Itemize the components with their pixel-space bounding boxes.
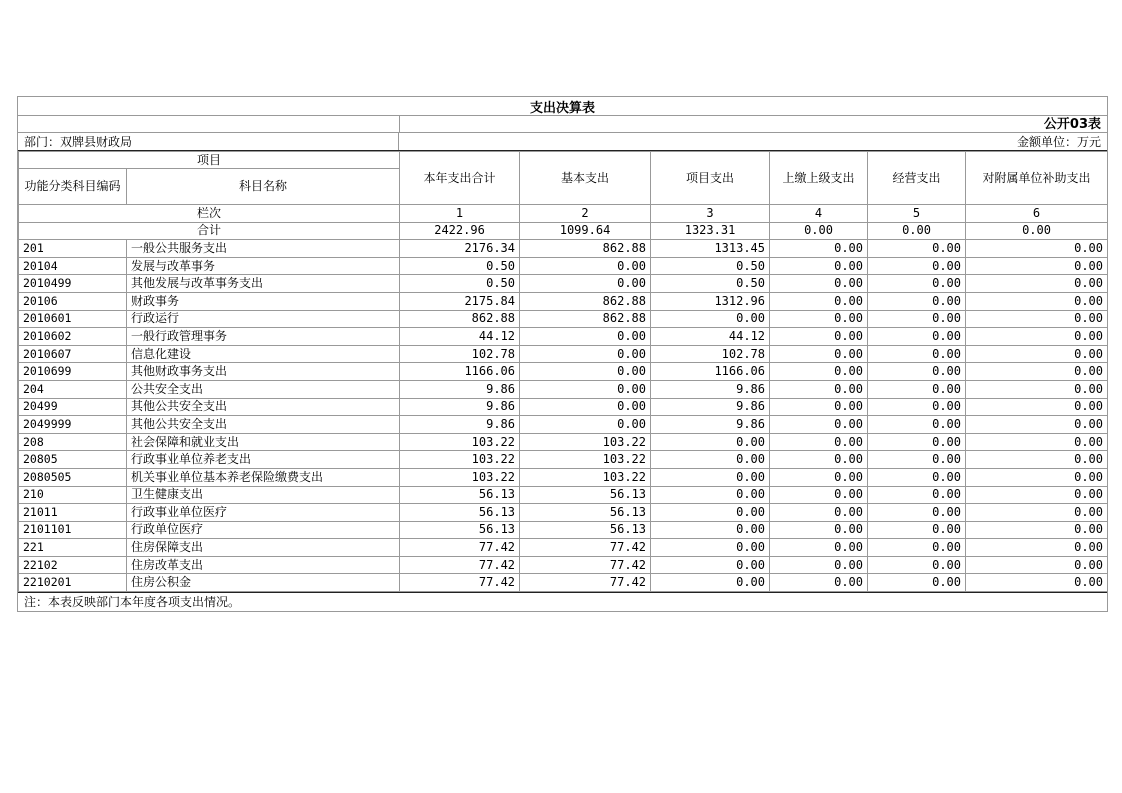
- row-value: 0.00: [868, 398, 966, 416]
- row-value: 9.86: [651, 416, 770, 434]
- row-subject-name: 机关事业单位基本养老保险缴费支出: [127, 468, 400, 486]
- row-code: 221: [19, 539, 127, 557]
- table-row: [19, 574, 1108, 592]
- table-row: [19, 521, 1108, 539]
- row-value: 0.00: [966, 257, 1108, 275]
- row-subject-name: 卫生健康支出: [127, 486, 400, 504]
- row-value: 0.00: [868, 328, 966, 346]
- table-note: 注：本表反映部门本年度各项支出情况。: [18, 592, 1107, 611]
- row-value: 0.00: [520, 257, 651, 275]
- table-row: [19, 504, 1108, 522]
- row-code: 208: [19, 433, 127, 451]
- total-value: 1323.31: [651, 222, 770, 240]
- row-value: 0.00: [520, 416, 651, 434]
- row-value: 9.86: [651, 398, 770, 416]
- row-value: 0.00: [770, 328, 868, 346]
- department-row: [18, 133, 1107, 151]
- row-value: 44.12: [651, 328, 770, 346]
- row-value: 0.00: [966, 328, 1108, 346]
- row-value: 1166.06: [651, 363, 770, 381]
- row-value: 0.00: [868, 574, 966, 592]
- row-value: 0.00: [966, 486, 1108, 504]
- row-value: 0.00: [770, 240, 868, 258]
- row-value: 56.13: [520, 521, 651, 539]
- row-value: 0.00: [651, 504, 770, 522]
- row-value: 0.00: [966, 292, 1108, 310]
- row-code: 2049999: [19, 416, 127, 434]
- row-value: 0.00: [868, 257, 966, 275]
- row-value: 0.00: [651, 539, 770, 557]
- table-row: [19, 345, 1108, 363]
- row-code: 2010699: [19, 363, 127, 381]
- row-value: 0.00: [966, 380, 1108, 398]
- table-row: [19, 451, 1108, 469]
- unit-label: 金额单位：万元: [1016, 135, 1101, 149]
- row-code: 20805: [19, 451, 127, 469]
- row-value: 9.86: [400, 416, 520, 434]
- row-value: 0.00: [868, 240, 966, 258]
- header-subject-name: 科目名称: [127, 169, 400, 205]
- row-value: 0.00: [520, 328, 651, 346]
- column-index: 3: [651, 205, 770, 223]
- row-code: 2010601: [19, 310, 127, 328]
- row-value: 0.00: [868, 292, 966, 310]
- total-value: 0.00: [770, 222, 868, 240]
- table-code: 公开03表: [1043, 117, 1101, 132]
- row-value: 0.00: [966, 363, 1108, 381]
- row-value: 0.00: [651, 574, 770, 592]
- table-row: [19, 292, 1108, 310]
- row-value: 0.00: [868, 539, 966, 557]
- row-subject-name: 一般行政管理事务: [127, 328, 400, 346]
- row-value: 0.00: [770, 292, 868, 310]
- table-row: [19, 416, 1108, 434]
- table-row: [19, 310, 1108, 328]
- row-value: 0.00: [651, 310, 770, 328]
- header-func-code: 功能分类科目编码: [19, 169, 127, 205]
- row-value: 0.00: [966, 504, 1108, 522]
- row-value: 56.13: [400, 521, 520, 539]
- table-row: [19, 539, 1108, 557]
- row-value: 0.00: [966, 240, 1108, 258]
- row-value: 0.50: [400, 275, 520, 293]
- row-value: 103.22: [520, 451, 651, 469]
- row-value: 0.00: [770, 345, 868, 363]
- table-row: [19, 468, 1108, 486]
- column-index-label: 栏次: [19, 205, 400, 223]
- row-value: 0.00: [868, 521, 966, 539]
- row-value: 0.00: [966, 451, 1108, 469]
- row-value: 0.00: [868, 433, 966, 451]
- total-value: 1099.64: [520, 222, 651, 240]
- row-value: 0.00: [770, 556, 868, 574]
- header-project: 项目: [19, 152, 400, 169]
- row-value: 0.50: [400, 257, 520, 275]
- row-subject-name: 其他公共安全支出: [127, 398, 400, 416]
- row-subject-name: 其他发展与改革事务支出: [127, 275, 400, 293]
- row-value: 0.00: [966, 433, 1108, 451]
- row-value: 103.22: [520, 433, 651, 451]
- expenditure-sheet: [17, 96, 1108, 612]
- row-value: 0.00: [868, 310, 966, 328]
- row-value: 0.00: [868, 416, 966, 434]
- row-value: 77.42: [400, 556, 520, 574]
- row-value: 2176.34: [400, 240, 520, 258]
- row-value: 0.00: [770, 398, 868, 416]
- row-value: 0.00: [770, 451, 868, 469]
- header-subsidy: 对附属单位补助支出: [966, 152, 1108, 205]
- row-code: 2010499: [19, 275, 127, 293]
- row-code: 20106: [19, 292, 127, 310]
- row-value: 77.42: [400, 574, 520, 592]
- header-basic: 基本支出: [520, 152, 651, 205]
- row-subject-name: 行政事业单位医疗: [127, 504, 400, 522]
- row-value: 0.00: [770, 380, 868, 398]
- column-index: 5: [868, 205, 966, 223]
- row-value: 0.00: [520, 345, 651, 363]
- sheet-title: 支出决算表: [18, 97, 1107, 116]
- table-row: [19, 380, 1108, 398]
- row-value: 0.00: [966, 275, 1108, 293]
- row-subject-name: 行政运行: [127, 310, 400, 328]
- table-row: [19, 556, 1108, 574]
- row-value: 0.50: [651, 275, 770, 293]
- row-value: 103.22: [520, 468, 651, 486]
- row-value: 56.13: [400, 504, 520, 522]
- row-value: 0.00: [868, 468, 966, 486]
- row-value: 77.42: [400, 539, 520, 557]
- row-code: 210: [19, 486, 127, 504]
- row-value: 0.00: [966, 574, 1108, 592]
- row-value: 0.00: [868, 486, 966, 504]
- row-code: 204: [19, 380, 127, 398]
- row-subject-name: 一般公共服务支出: [127, 240, 400, 258]
- row-code: 2101101: [19, 521, 127, 539]
- row-code: 20104: [19, 257, 127, 275]
- header-superior: 上缴上级支出: [770, 152, 868, 205]
- row-value: 0.00: [868, 504, 966, 522]
- table-row: [19, 240, 1108, 258]
- row-value: 862.88: [520, 310, 651, 328]
- row-subject-name: 发展与改革事务: [127, 257, 400, 275]
- header-total: 本年支出合计: [400, 152, 520, 205]
- row-value: 56.13: [400, 486, 520, 504]
- row-code: 2010607: [19, 345, 127, 363]
- row-value: 862.88: [520, 240, 651, 258]
- row-code: 22102: [19, 556, 127, 574]
- total-value: 0.00: [868, 222, 966, 240]
- table-row: [19, 433, 1108, 451]
- table-body: [19, 240, 1108, 592]
- row-value: 0.00: [770, 521, 868, 539]
- row-subject-name: 社会保障和就业支出: [127, 433, 400, 451]
- row-value: 0.00: [966, 468, 1108, 486]
- row-value: 0.00: [868, 363, 966, 381]
- row-value: 0.00: [868, 275, 966, 293]
- row-value: 0.00: [651, 521, 770, 539]
- row-value: 9.86: [400, 380, 520, 398]
- department-label: 部门：双牌县财政局: [18, 133, 399, 150]
- row-value: 0.00: [966, 345, 1108, 363]
- table-row: [19, 257, 1108, 275]
- table-row: [19, 363, 1108, 381]
- row-value: 102.78: [400, 345, 520, 363]
- row-value: 103.22: [400, 451, 520, 469]
- row-value: 1312.96: [651, 292, 770, 310]
- row-value: 0.00: [966, 556, 1108, 574]
- row-value: 0.00: [520, 380, 651, 398]
- row-value: 0.00: [770, 433, 868, 451]
- row-value: 0.00: [770, 363, 868, 381]
- row-value: 0.50: [651, 257, 770, 275]
- row-subject-name: 住房保障支出: [127, 539, 400, 557]
- row-value: 0.00: [868, 451, 966, 469]
- row-value: 0.00: [770, 504, 868, 522]
- column-index: 1: [400, 205, 520, 223]
- row-value: 0.00: [966, 416, 1108, 434]
- row-value: 0.00: [651, 556, 770, 574]
- total-label: 合计: [19, 222, 400, 240]
- row-subject-name: 信息化建设: [127, 345, 400, 363]
- row-code: 20499: [19, 398, 127, 416]
- row-value: 77.42: [520, 556, 651, 574]
- row-value: 0.00: [966, 539, 1108, 557]
- column-index-row: [19, 205, 1108, 223]
- row-value: 77.42: [520, 574, 651, 592]
- expenditure-table: [18, 151, 1108, 592]
- column-index: 6: [966, 205, 1108, 223]
- header-row-project: [19, 152, 1108, 169]
- row-subject-name: 其他公共安全支出: [127, 416, 400, 434]
- row-subject-name: 行政事业单位养老支出: [127, 451, 400, 469]
- row-code: 2080505: [19, 468, 127, 486]
- row-subject-name: 住房改革支出: [127, 556, 400, 574]
- row-value: 0.00: [770, 539, 868, 557]
- row-code: 2010602: [19, 328, 127, 346]
- row-value: 0.00: [651, 433, 770, 451]
- table-row: [19, 275, 1108, 293]
- row-value: 0.00: [651, 486, 770, 504]
- row-value: 103.22: [400, 468, 520, 486]
- row-value: 0.00: [966, 398, 1108, 416]
- row-value: 1166.06: [400, 363, 520, 381]
- row-value: 0.00: [520, 363, 651, 381]
- row-value: 0.00: [966, 310, 1108, 328]
- row-subject-name: 行政单位医疗: [127, 521, 400, 539]
- total-row: [19, 222, 1108, 240]
- row-value: 0.00: [770, 275, 868, 293]
- row-code: 201: [19, 240, 127, 258]
- row-subject-name: 住房公积金: [127, 574, 400, 592]
- row-value: 0.00: [770, 468, 868, 486]
- table-row: [19, 398, 1108, 416]
- row-value: 0.00: [770, 574, 868, 592]
- header-project-expense: 项目支出: [651, 152, 770, 205]
- row-value: 0.00: [770, 257, 868, 275]
- header-business: 经营支出: [868, 152, 966, 205]
- row-value: 0.00: [770, 486, 868, 504]
- column-index: 2: [520, 205, 651, 223]
- row-value: 102.78: [651, 345, 770, 363]
- row-value: 0.00: [868, 556, 966, 574]
- row-value: 0.00: [966, 521, 1108, 539]
- row-value: 0.00: [520, 398, 651, 416]
- row-subject-name: 财政事务: [127, 292, 400, 310]
- row-code: 2210201: [19, 574, 127, 592]
- row-value: 0.00: [868, 345, 966, 363]
- row-value: 0.00: [520, 275, 651, 293]
- column-index: 4: [770, 205, 868, 223]
- row-value: 56.13: [520, 486, 651, 504]
- row-value: 77.42: [520, 539, 651, 557]
- row-value: 44.12: [400, 328, 520, 346]
- row-value: 0.00: [651, 451, 770, 469]
- row-value: 0.00: [770, 310, 868, 328]
- row-value: 862.88: [400, 310, 520, 328]
- row-value: 0.00: [770, 416, 868, 434]
- row-value: 103.22: [400, 433, 520, 451]
- row-value: 0.00: [868, 380, 966, 398]
- row-value: 9.86: [400, 398, 520, 416]
- row-value: 9.86: [651, 380, 770, 398]
- row-subject-name: 其他财政事务支出: [127, 363, 400, 381]
- row-value: 1313.45: [651, 240, 770, 258]
- total-value: 2422.96: [400, 222, 520, 240]
- row-code: 21011: [19, 504, 127, 522]
- table-code-row: [18, 116, 1107, 133]
- row-value: 0.00: [651, 468, 770, 486]
- row-value: 2175.84: [400, 292, 520, 310]
- row-value: 56.13: [520, 504, 651, 522]
- table-row: [19, 486, 1108, 504]
- total-value: 0.00: [966, 222, 1108, 240]
- table-row: [19, 328, 1108, 346]
- row-value: 862.88: [520, 292, 651, 310]
- row-subject-name: 公共安全支出: [127, 380, 400, 398]
